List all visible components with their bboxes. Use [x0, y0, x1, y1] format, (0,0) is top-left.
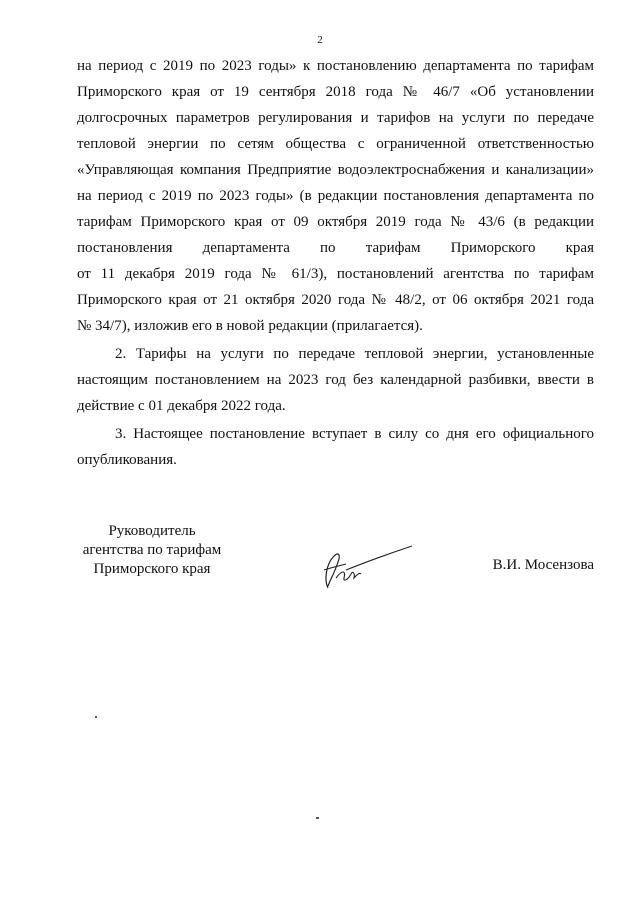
signer-title-line: Руководитель [108, 523, 196, 539]
body-line: от 11 декабря 2019 года № 61/3), постановлений агентства по тарифам [77, 266, 594, 282]
body-line: долгосрочных параметров регулирования и тарифов на услуги по передаче [77, 110, 594, 126]
body-line: № 34/7), изложив его в новой редакции (прилагается). [77, 318, 423, 334]
body-line: тепловой энергии по сетям общества с ограниченной ответственностью [77, 136, 594, 152]
handwritten-signature [316, 540, 416, 596]
body-line: Приморского края от 19 сентября 2018 года № 46/7 «Об установлении [77, 84, 594, 100]
body-line: на период с 2019 по 2023 годы» (в редакции постановления департамента по [77, 188, 594, 204]
body-line: тарифам Приморского края от 09 октября 2019 года № 43/6 (в редакции [77, 214, 594, 230]
body-line: Приморского края от 21 октября 2020 года № 48/2, от 06 октября 2021 года [77, 292, 594, 308]
body-line: постановления департамента по тарифам Приморского края [77, 240, 594, 256]
paragraph-3-line: 3. Настоящее постановление вступает в силу со дня его официального [115, 426, 594, 442]
paragraph-3-line: опубликования. [77, 452, 177, 468]
signer-name: В.И. Мосензова [492, 557, 594, 573]
body-line: «Управляющая компания Предприятие водоэлектроснабжения и канализации» [77, 162, 594, 178]
scan-speck [95, 716, 97, 718]
signer-title [78, 522, 226, 579]
body-line: на период с 2019 по 2023 годы» к постановлению департамента по тарифам [77, 58, 594, 74]
paragraph-2-line: настоящим постановлением на 2023 год без календарной разбивки, ввести в [77, 372, 594, 388]
page-number: 2 [317, 34, 323, 46]
paragraph-2-line: 2. Тарифы на услуги по передаче тепловой энергии, установленные [115, 346, 594, 362]
signer-title-line: Приморского края [93, 561, 211, 577]
signer-title-line: агентства по тарифам [82, 542, 222, 558]
scan-speck [316, 817, 319, 819]
paragraph-2-line: действие с 01 декабря 2022 года. [77, 398, 286, 414]
